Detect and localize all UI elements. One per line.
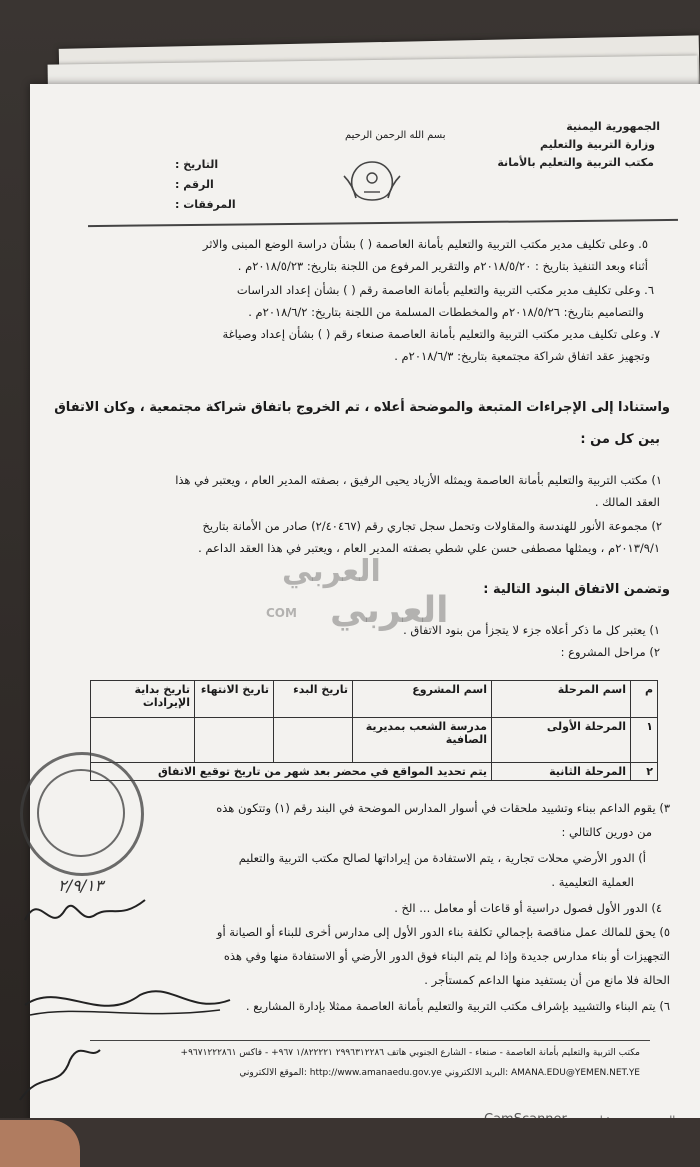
clause-3-line-1: ٣) يقوم الداعم ببناء وتشييد ملحقات في أسوار المدارس الموضحة في البند رقم (١) وتتكون هذه [216, 801, 670, 815]
header-divider [88, 219, 678, 227]
item-5-line-1: ٥. وعلى تكليف مدير مكتب التربية والتعليم بأمانة العاصمة ( ) بشأن دراسة الوضع المبنى والاثر [202, 237, 648, 251]
clause-1: ١) يعتبر كل ما ذكر أعلاه جزء لا يتجزأ من بنود الاتفاق . [403, 623, 660, 637]
party-1-line-2: العقد المالك . [594, 495, 660, 509]
table-row [91, 718, 658, 763]
party-2-line-1: ٢) مجموعة الأنور للهندسة والمقاولات وتحمل سجل تجاري رقم (٢/٤٠٤٦٧) صادر من الأمانة بتاريخ [202, 519, 662, 533]
watermark-com: COM [266, 606, 297, 620]
number-label: الرقم : [175, 178, 214, 191]
table-cell [91, 718, 195, 763]
clause-5-line-1: ٥) يحق للمالك عمل مناقصة بإجمالي تكلفة بناء الدور الأول إلى مدارس أخرى للبناء أو الصيانة أو [216, 925, 670, 939]
footer-line-2: AMANA.EDU@YEMEN.NET.YE :البريد الالكتروني http://www.amanaedu.gov.ye :الموقع الالكتروني [239, 1068, 640, 1078]
finger [0, 1120, 80, 1167]
table-header-cell: تاريخ الانتهاء [195, 681, 274, 718]
gov-line-2: وزارة التربية والتعليم [540, 138, 655, 151]
clause-3a-line-1: أ) الدور الأرضي محلات تجارية ، يتم الاستفادة من إيراداتها لصالح مكتب التربية والتعليم [238, 851, 646, 865]
state-emblem-icon [336, 156, 408, 206]
party-2-line-2: ٢٠١٣/٩/١م ، ويمثلها مصطفى حسن علي شطي بصفته المدير العام ، ويعتبر في هذا العقد الداعم . [198, 541, 660, 555]
table-header-row [91, 681, 658, 718]
table-header-cell: اسم المشروع [353, 681, 492, 718]
item-6-line-2: والتصاميم بتاريخ: ٢٠١٨/٥/٢٦م والمخططات المسلمة من اللجنة بتاريخ: ٢٠١٨/٦/٢م . [248, 305, 644, 319]
official-stamp [20, 752, 144, 876]
table-cell: ٢ [631, 763, 658, 781]
clause-2: ٢) مراحل المشروع : [560, 645, 660, 659]
clause-5-line-3: الحالة فلا مانع من أن يستفيد منها الداعم كمستأجر . [424, 973, 670, 987]
table-cell: ١ [631, 718, 658, 763]
conclusion-line-1: واستنادا إلى الإجراءات المتبعة والموضحة أعلاه ، تم الخروج باتفاق شراكة مجتمعية ، وكان الاتفاق [54, 400, 670, 415]
table-cell: يتم تحديد المواقع في محضر بعد شهر من تاريخ توقيع الاتفاق [91, 763, 492, 781]
date-label: التاريخ : [175, 158, 219, 171]
clauses-title: وتضمن الاتفاق البنود التالية : [483, 582, 670, 597]
item-6-line-1: ٦. وعلى تكليف مدير مكتب التربية والتعليم بأمانة العاصمة رقم ( ) بشأن إعداد الدراسات [236, 283, 654, 297]
table-header-cell: اسم المرحلة [492, 681, 631, 718]
table-header-cell: م [631, 681, 658, 718]
party-1-line-1: ١) مكتب التربية والتعليم بأمانة العاصمة ويمثله الأزياد يحيى الرفيق ، بصفته المدير العام ، ويعتبر في هذا [175, 473, 662, 487]
clause-5-line-2: التجهيزات أو بناء مدارس جديدة وإذا لم يتم البناء فوق الدور الأرضي أو الاستفادة منها وفي هذه [223, 949, 670, 963]
stamp-date: ٢/٩/١٣ [58, 876, 104, 895]
table-header-cell: تاريخ بداية الإيرادات [91, 681, 195, 718]
item-5-line-2: أثناء وبعد التنفيذ بتاريخ : ٢٠١٨/٥/٢٠م والتقرير المرفوع من اللجنة بتاريخ: ٢٠١٨/٥/٢٣م . [237, 259, 648, 273]
clause-4: ٤) الدور الأول فصول دراسية أو قاعات أو معامل ... الخ . [394, 901, 662, 915]
gov-line-3: مكتب التربية والتعليم بالأمانة [497, 156, 654, 169]
gov-line-1: الجمهورية اليمنية [566, 120, 660, 133]
table-cell: مدرسة الشعب بمديرية الصافية [353, 718, 492, 763]
signature-icon [20, 880, 150, 940]
signature-icon [10, 1030, 110, 1110]
conclusion-line-2: بين كل من : [580, 432, 660, 447]
footer-divider [90, 1040, 650, 1041]
table-header-cell: تاريخ البدء [274, 681, 353, 718]
table-cell [274, 718, 353, 763]
footer-line-1: مكتب التربية والتعليم بأمانة العاصمة - صنعاء - الشارع الجنوبي هاتف ٢٩٩٦٣١٢٢٨٦ ١/٨٢٢٢٢١ ٩٦٧+ - فاكس ٩٦٧١٢٢٢٨٦١+ [180, 1048, 640, 1058]
clause-6: ٦) يتم البناء والتشييد بإشراف مكتب التربية والتعليم بأمانة العاصمة ممثلا بإدارة المشاريع . [245, 999, 670, 1013]
clause-3-line-2: من دورين كالتالي : [561, 825, 652, 839]
attachments-label: المرفقات : [175, 198, 236, 211]
item-7-line-1: ٧. وعلى تكليف مدير مكتب التربية والتعليم بأمانة العاصمة صنعاء رقم ( ) بشأن إعداد وصياغة [222, 327, 660, 341]
project-phases-table [90, 680, 658, 781]
table-cell [195, 718, 274, 763]
watermark-text: العربي [282, 554, 381, 589]
clause-3a-line-2: العملية التعليمية . [551, 875, 634, 889]
table-cell: المرحلة الأولى [492, 718, 631, 763]
signature-icon [20, 975, 240, 1035]
item-7-line-2: وتجهيز عقد اتفاق شراكة مجتمعية بتاريخ: ٢٠١٨/٦/٣م . [394, 349, 650, 363]
basmala: بسم الله الرحمن الرحيم [345, 130, 446, 141]
table-cell: المرحلة الثانية [492, 763, 631, 781]
table-row [91, 763, 658, 781]
watermark-text: العربي [330, 590, 449, 631]
table-surface [0, 1118, 700, 1167]
